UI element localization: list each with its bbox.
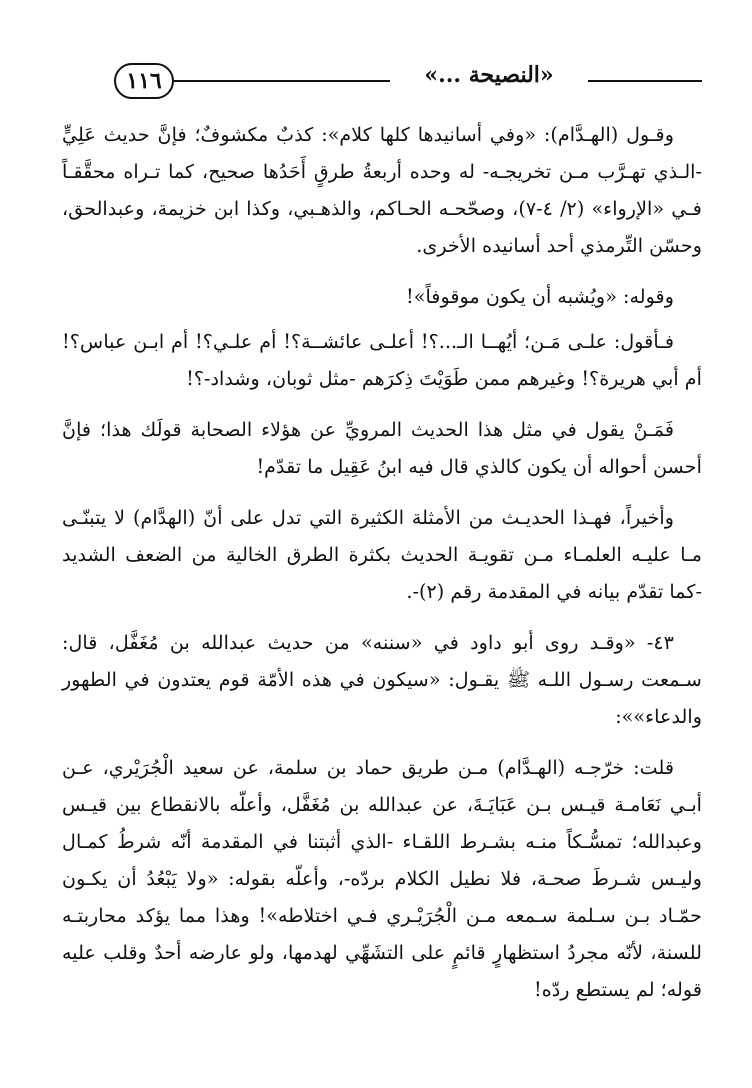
paragraph-5: وأخيراً، فهـذا الحديـث من الأمثلة الكثيرة التي تدل على أنّ (الهدَّام) لا يتبنّـى مـا عليـه العلمـاء مـن تقويـة الحديث بكثرة الطرق الخالية من الضعف الشديد -كما تقدّم بيانه في المقدمة رقم (٢)-.	[62, 506, 702, 603]
paragraph-7: قلت: خرّجـه (الهـدَّام) مـن طريق حماد بن سلمة، عن سعيد الْجُرَيْري، عـن أبـي نَعَامـة قيـس بـن عَبَايَـةَ، عن عبدالله بن مُغَفَّل، وأعلّه بالانقطاع بين قيـس وعبدالله؛ تمسُّـكاً منـه بشـرط اللقـاء -الذي أثبتنا في المقدمة أنّه شرطُ كمـال وليـس شـرطَ صحـة، فلا نطيل الكلام بردّه-، وأعلّه بقوله: «ولا يَبْعُدُ أن يكـون حمّـاد بـن سـلمة سـمعه مـن الْجُرَيْـري فـي اختلاطه»! وهذا مما يؤكد محاربتـه للسنة، لأنّه مجردُ استظهارٍ قائمٍ على التشَهِّي لهدمها، ولو عارضه أحدٌ وقلب عليه قوله؛ لم يستطع ردّه!	[62, 756, 702, 1001]
header-rule-left	[172, 80, 390, 82]
paragraph-4: فَمَـنْ يقول في مثل هذا الحديث المرويِّ عن هؤلاء الصحابة قولَك هذا؛ فإنَّ أحسن أحواله أن يكون كالذي قال فيه ابنُ عَقِيل ما تقدّم!	[62, 418, 702, 478]
running-title: «النصيحة ...»	[424, 62, 554, 88]
paragraph-1: وقـول (الهـدَّام): «وفي أسانيدها كلها كلام»: كذبٌ مكشوفٌ؛ فإنَّ حديث عَلِيٍّ -الـذي تهـرَّب مـن تخريجـه- له وحده أربعةُ طرقٍ أَحَدُها صحيح، كما تـراه محقَّقـاً فـي «الإرواء» (٢/ ٤-٧)، وصحّحـه الحـاكم، والذهـبي، وكذا ابن خزيمة، وعبدالحق، وحسّن التِّرمذي أحد أسانيده الأخرى.	[62, 123, 702, 257]
page-number: ١١٦	[114, 63, 174, 99]
header-rule-right	[588, 80, 702, 82]
paragraph-6: ٤٣- «وقـد روى أبو داود في «سننه» من حديث عبدالله بن مُغَفَّل، قال: سـمعت رسـول اللـه ﷺ يقـول: «سيكون في هذه الأمّة قوم يعتدون في الطهور والدعاء»»:	[62, 631, 702, 728]
paragraph-3: فـأقول: علـى مَـن؛ أيُهــا الـ...؟! أعلـى عائشــة؟! أم علـي؟! أم ابـن عباس؟! أم أبي هريرة؟! وغيرهم ممن طَوَيْتَ ذِكرَهم -مثل ثوبان، وشداد-؟!	[62, 330, 702, 390]
body-text	[62, 116, 702, 1022]
paragraph-2: وقوله: «ويُشبه أن يكون موقوفاً»!	[406, 285, 674, 308]
page-header	[62, 58, 702, 102]
